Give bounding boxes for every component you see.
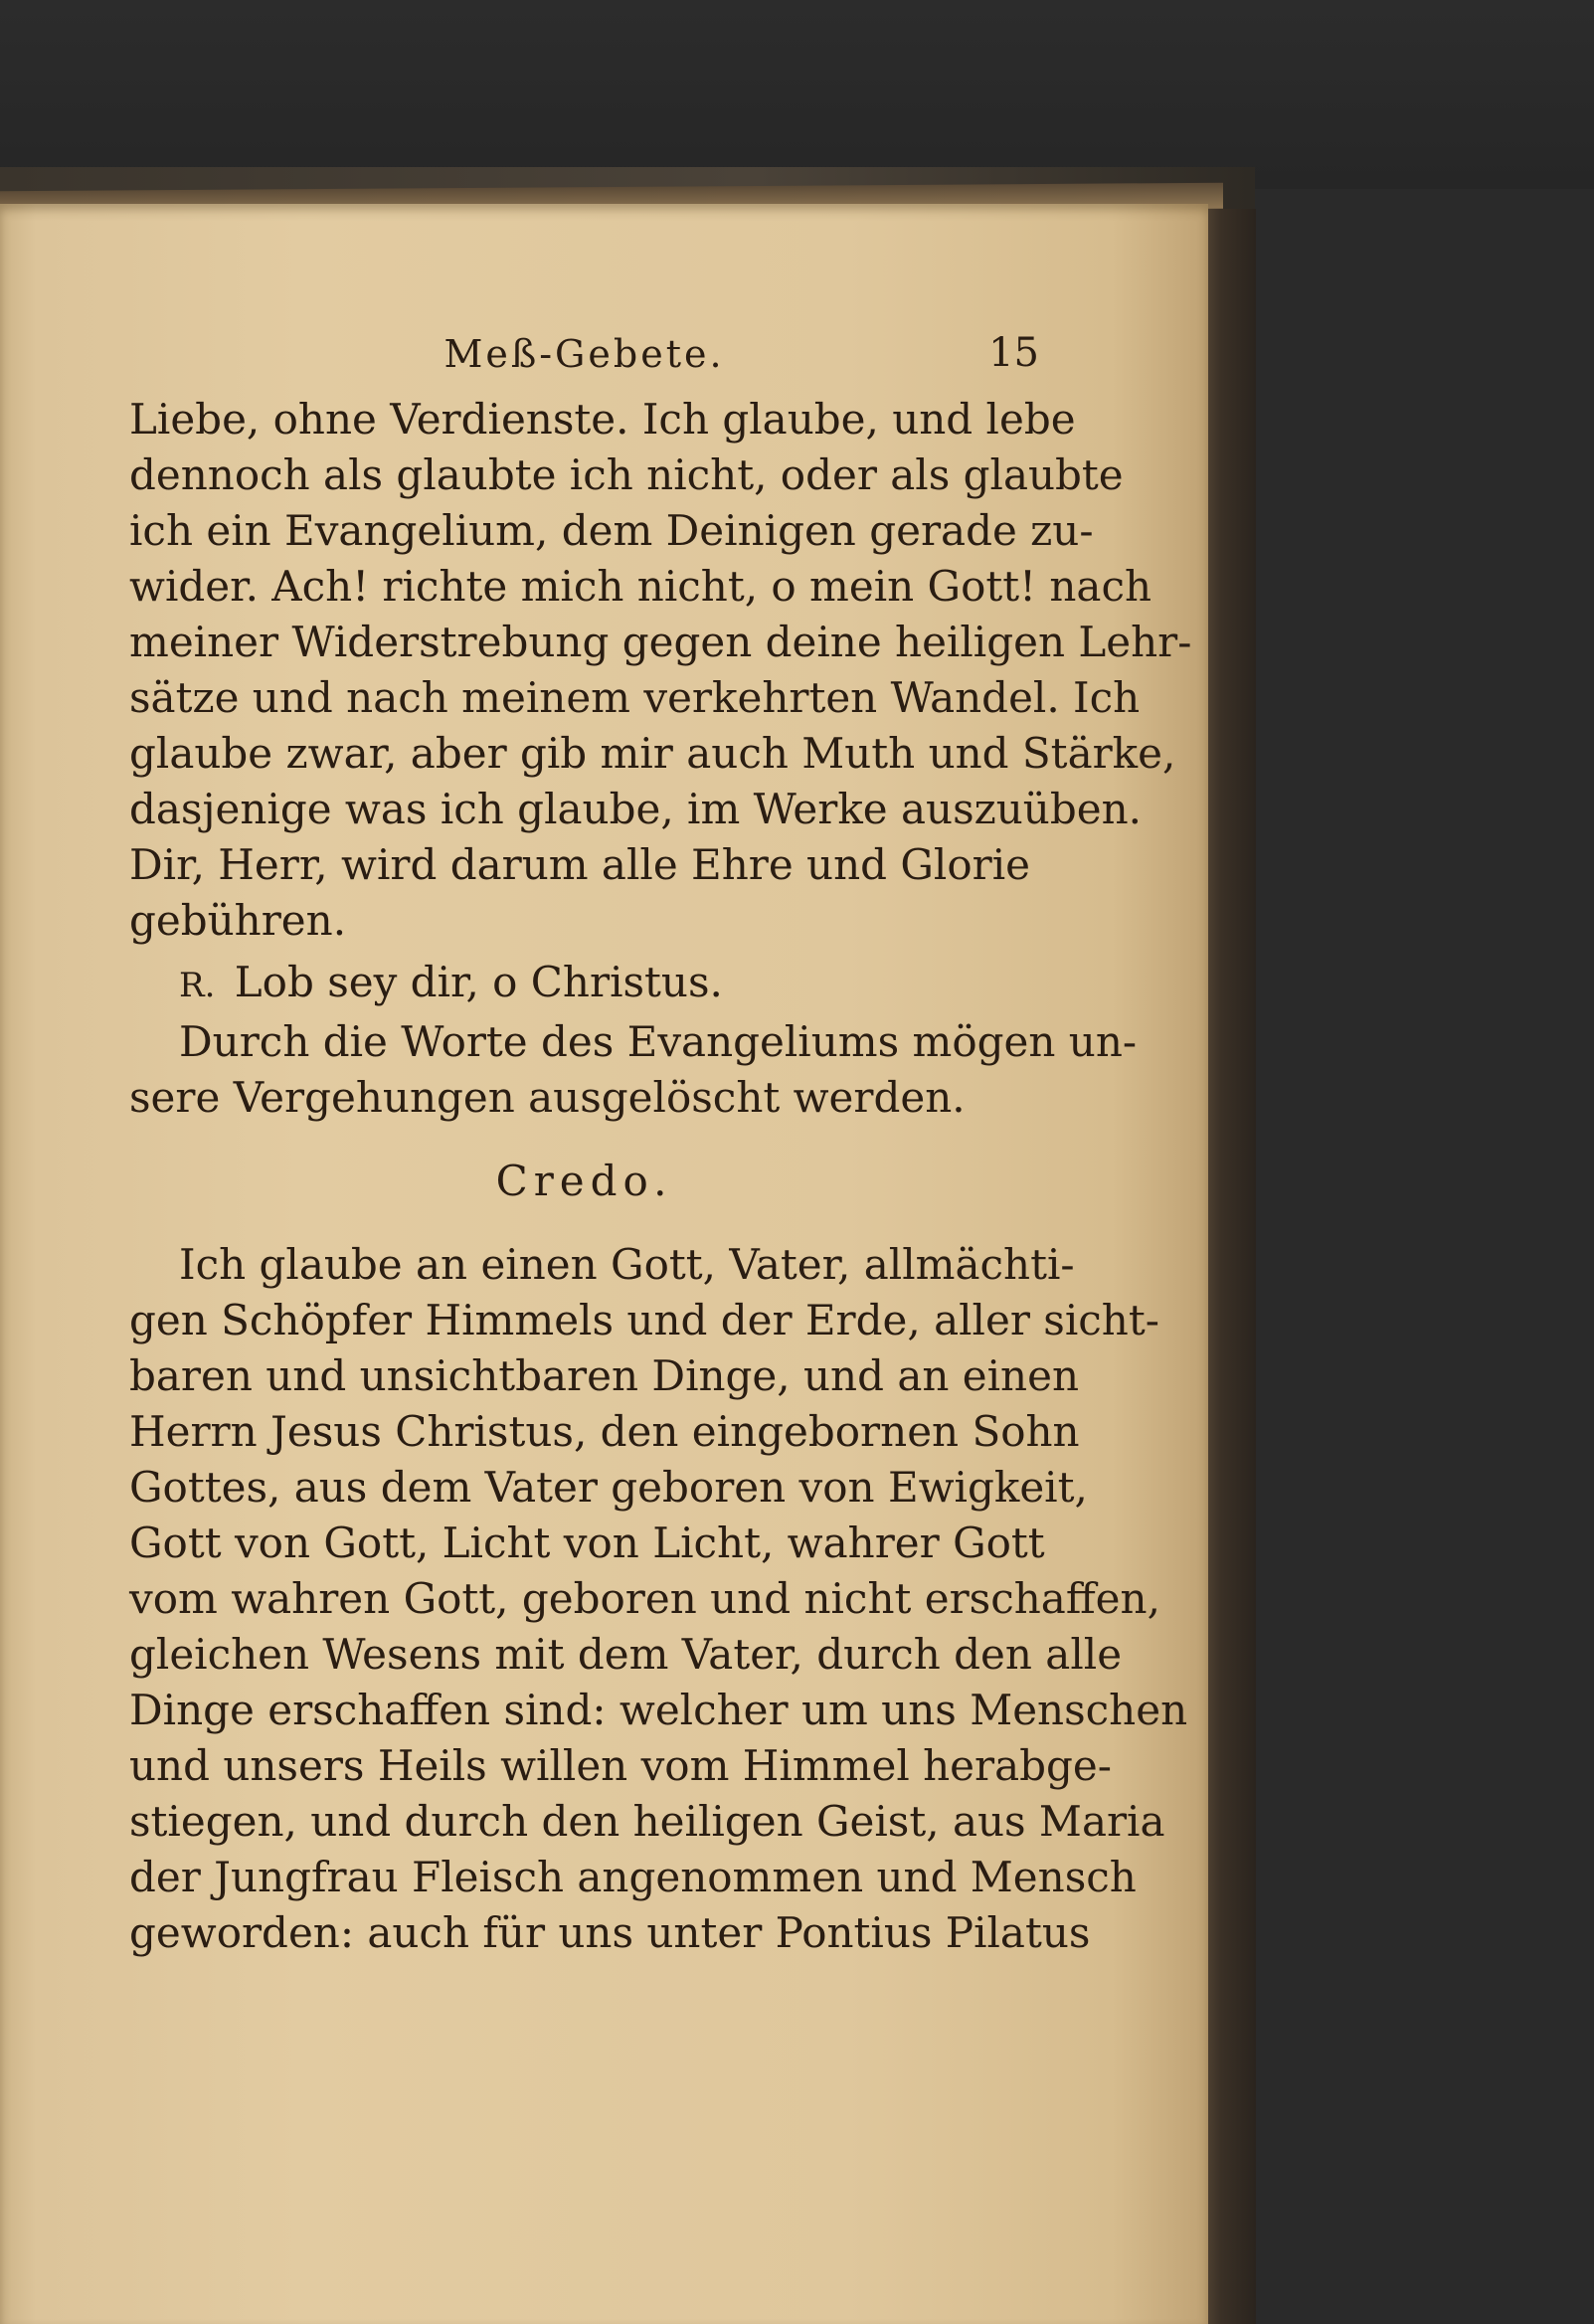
body-line: dennoch als glaubte ich nicht, oder als glaubte: [129, 450, 1124, 499]
credo-line: Herrn Jesus Christus, den eingebornen Sohn: [129, 1407, 1080, 1456]
credo-line: Gott von Gott, Licht von Licht, wahrer Gott: [129, 1519, 1045, 1567]
credo-line: geworden: auch für uns unter Pontius Pilatus: [129, 1908, 1091, 1957]
credo-line: vom wahren Gott, geboren und nicht erschaffen,: [129, 1574, 1160, 1623]
dark-background: [0, 0, 1594, 189]
credo-line: Dinge erschaffen sind: welcher um uns Menschen: [129, 1686, 1188, 1734]
running-head: Meß-Gebete.: [443, 332, 725, 376]
credo-line: baren und unsichtbaren Dinge, und an einen: [129, 1351, 1080, 1400]
body-line: glaube zwar, aber gib mir auch Muth und Stärke,: [129, 729, 1176, 778]
body-line: wider. Ach! richte mich nicht, o mein Gott! nach: [129, 562, 1152, 611]
body-line: Liebe, ohne Verdienste. Ich glaube, und lebe: [129, 395, 1076, 444]
credo-line: stiegen, und durch den heiligen Geist, aus Maria: [129, 1797, 1165, 1846]
credo-line: gleichen Wesens mit dem Vater, durch den alle: [129, 1630, 1123, 1679]
body-line: meiner Widerstrebung gegen deine heiligen Lehr-: [129, 618, 1192, 666]
response-mark: R.: [179, 966, 216, 1005]
response-text: Lob sey dir, o Christus.: [234, 958, 723, 1006]
body-line: sätze und nach meinem verkehrten Wandel. Ich: [129, 673, 1141, 722]
page-number: 15: [988, 330, 1039, 376]
credo-line: und unsers Heils willen vom Himmel herabge-: [129, 1741, 1112, 1790]
body-line: dasjenige was ich glaube, im Werke auszuüben.: [129, 785, 1142, 833]
body-line: sere Vergehungen ausgelöscht werden.: [129, 1073, 966, 1122]
page-header: [129, 328, 1039, 388]
body-line: Dir, Herr, wird darum alle Ehre und Glorie: [129, 840, 1030, 889]
response-line: [179, 955, 1039, 1010]
credo-line: gen Schöpfer Himmels und der Erde, aller sicht-: [129, 1296, 1159, 1344]
section-title: Credo.: [495, 1157, 673, 1205]
body-line: Durch die Worte des Evangeliums mögen un-: [179, 1017, 1138, 1066]
credo-line: Ich glaube an einen Gott, Vater, allmächti-: [179, 1240, 1075, 1289]
body-line: gebühren.: [129, 896, 347, 945]
credo-line: der Jungfrau Fleisch angenommen und Mensch: [129, 1853, 1137, 1901]
body-line: ich ein Evangelium, dem Deinigen gerade zu-: [129, 506, 1094, 555]
credo-line: Gottes, aus dem Vater geboren von Ewigkeit,: [129, 1463, 1088, 1512]
